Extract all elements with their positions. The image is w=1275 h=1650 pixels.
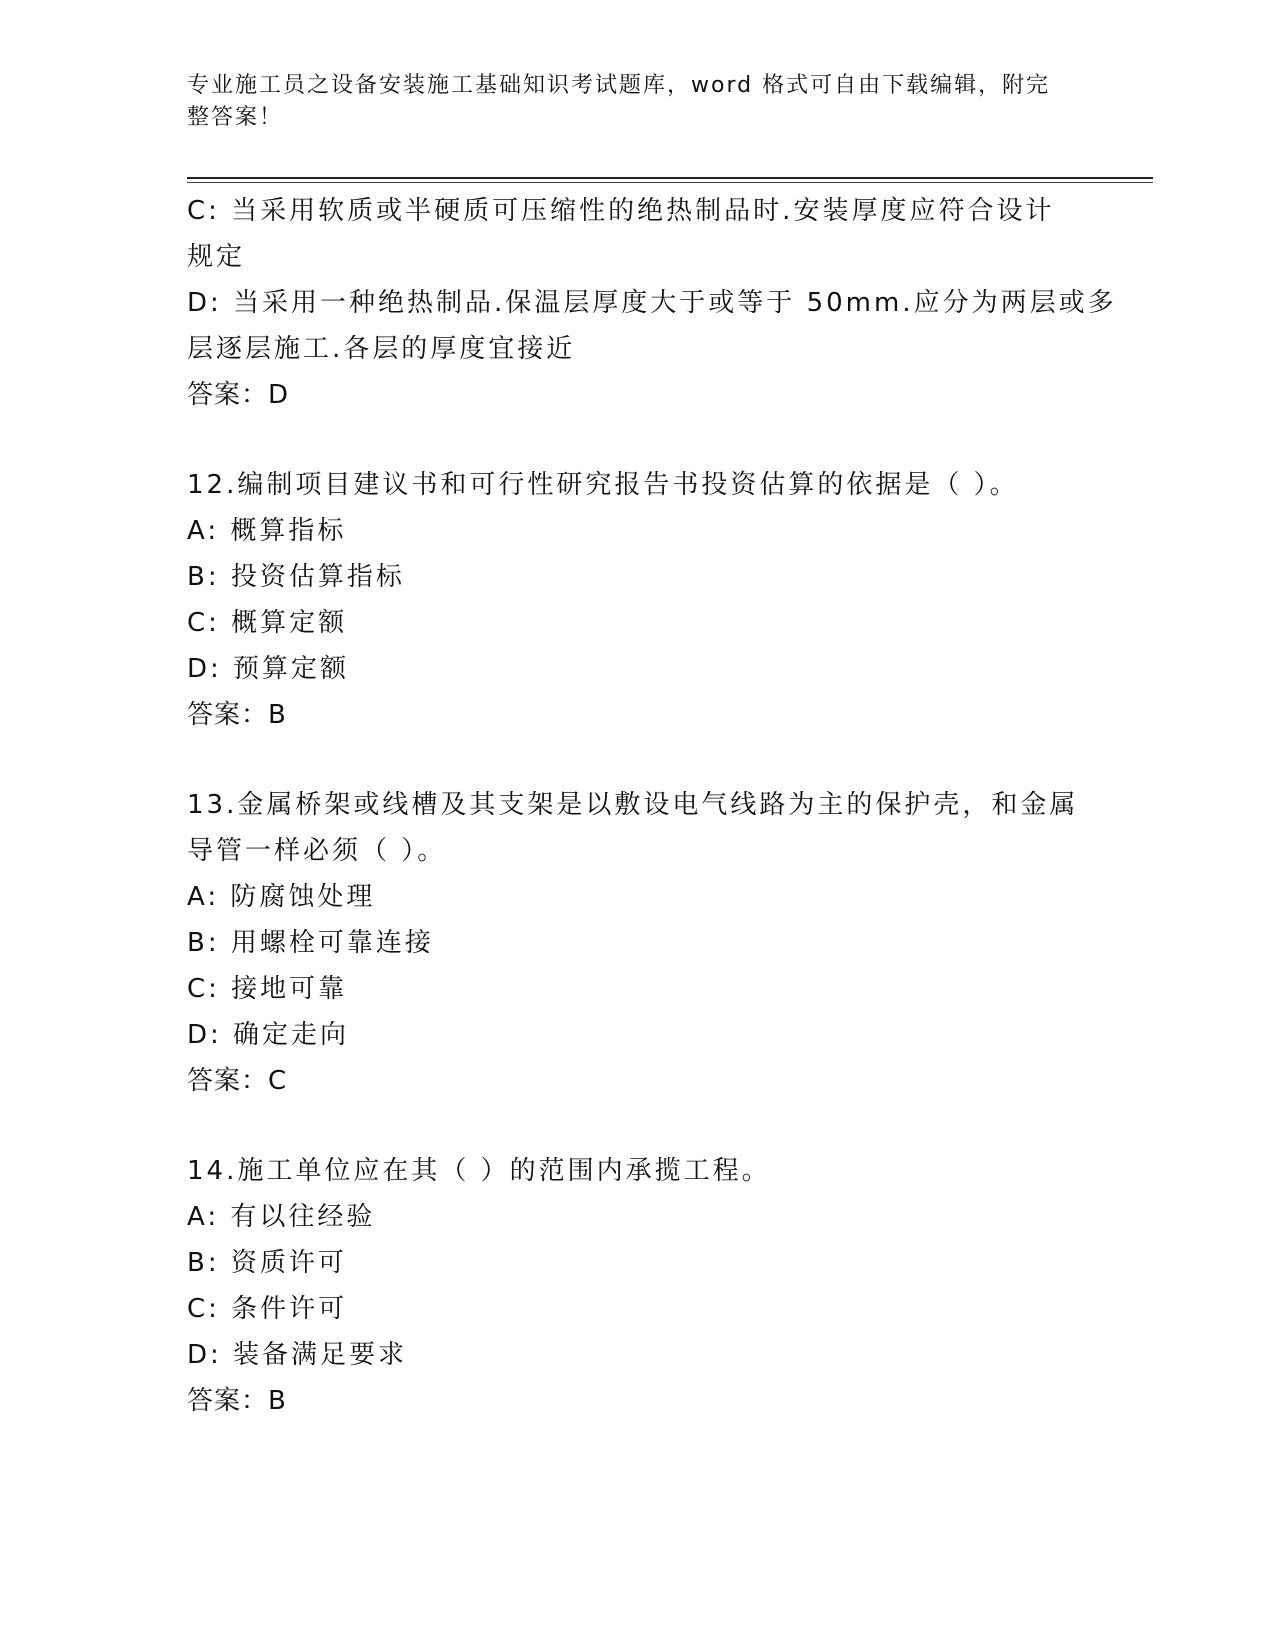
header-line-1: 专业施工员之设备安装施工基础知识考试题库，word 格式可自由下载编辑，附完: [187, 73, 1051, 98]
option-a: A: 概算指标: [187, 516, 347, 546]
option-b: B: 资质许可: [187, 1248, 347, 1278]
question-14: [187, 1148, 1087, 1424]
question-13: [187, 782, 1087, 1104]
answer-line: [187, 692, 1087, 738]
answer-value: B: [268, 700, 287, 730]
question-stem: 13.金属桥架或线槽及其支架是以敷设电气线路为主的保护壳，和金属: [187, 790, 1079, 820]
answer-value: C: [268, 1066, 288, 1096]
prev-question: [187, 188, 1117, 418]
option-line: 层逐层施工.各层的厚度宜接近: [187, 334, 576, 364]
answer-value: B: [268, 1386, 287, 1416]
question-stem: 14.施工单位应在其（ ）的范围内承揽工程。: [187, 1156, 771, 1186]
option-line: 规定: [187, 242, 246, 272]
question-12: [187, 462, 1087, 738]
answer-line: [187, 1058, 1087, 1104]
option-line: D: 当采用一种绝热制品.保温层厚度大于或等于 50mm.应分为两层或多: [187, 288, 1117, 318]
header-line-2: 整答案！: [187, 105, 284, 130]
question-stem: 导管一样必须（ ）。: [187, 836, 447, 866]
option-b: B: 投资估算指标: [187, 562, 405, 592]
answer-label: 答案：: [187, 700, 269, 730]
option-c: C: 概算定额: [187, 608, 348, 638]
answer-line: [187, 1378, 1087, 1424]
option-a: A: 有以往经验: [187, 1202, 376, 1232]
option-d: D: 确定走向: [187, 1020, 350, 1050]
option-line: C: 当采用软质或半硬质可压缩性的绝热制品时.安装厚度应符合设计: [187, 196, 1055, 226]
answer-label: 答案：: [187, 380, 269, 410]
option-a: A: 防腐蚀处理: [187, 882, 376, 912]
answer-label: 答案：: [187, 1386, 269, 1416]
document-header: [187, 70, 1067, 134]
questions-content: [187, 188, 1117, 1424]
option-c: C: 条件许可: [187, 1294, 348, 1324]
option-b: B: 用螺栓可靠连接: [187, 928, 434, 958]
option-d: D: 装备满足要求: [187, 1340, 408, 1370]
header-rule-thin: [187, 182, 1153, 183]
question-stem: 12.编制项目建议书和可行性研究报告书投资估算的依据是（ ）。: [187, 470, 1019, 500]
option-c: C: 接地可靠: [187, 974, 348, 1004]
option-d: D: 预算定额: [187, 654, 350, 684]
answer-value: D: [268, 380, 290, 410]
header-rule-thick: [187, 177, 1153, 179]
answer-line: [187, 372, 1087, 418]
answer-label: 答案：: [187, 1066, 269, 1096]
